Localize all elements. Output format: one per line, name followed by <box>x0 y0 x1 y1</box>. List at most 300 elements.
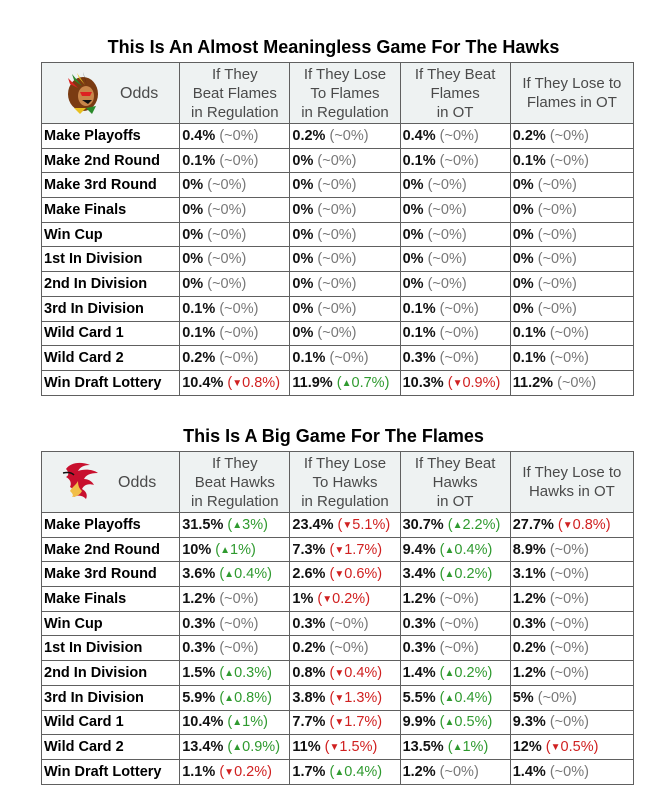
odds-value: 0% <box>402 201 424 218</box>
odds-cell <box>180 173 290 198</box>
column-header-line: Hawks <box>432 473 478 491</box>
odds-change-value: 1.5% <box>339 739 373 756</box>
odds-change: (~0%) <box>439 763 479 780</box>
odds-change-value: ~0% <box>432 177 462 194</box>
row-label: 3rd In Division <box>42 685 180 710</box>
odds-change: (~0%) <box>549 566 589 583</box>
column-header-line: in OT <box>436 492 474 510</box>
odds-value: 0% <box>292 275 314 292</box>
odds-value: 0% <box>182 201 204 218</box>
odds-cell <box>400 710 510 735</box>
row-label: Win Cup <box>42 611 180 636</box>
odds-change-value: ~0% <box>212 226 242 243</box>
triangle-up-icon: ▲ <box>444 544 455 556</box>
triangle-up-icon: ▲ <box>334 766 345 778</box>
odds-change-value: ~0% <box>554 714 585 731</box>
odds-value: 0.2% <box>512 127 546 144</box>
triangle-down-icon: ▼ <box>334 544 345 556</box>
odds-value: 0.4% <box>182 127 216 144</box>
odds-value: 10.4% <box>182 374 224 391</box>
odds-cell <box>180 513 290 538</box>
table-row <box>42 321 634 346</box>
odds-value: 3.8% <box>292 689 326 706</box>
odds-change-value: 0.5% <box>560 739 594 756</box>
row-label: Win Cup <box>42 222 180 247</box>
column-header-line: Beat Flames <box>192 84 277 102</box>
odds-change-value: ~0% <box>542 251 573 268</box>
odds-change-value: ~0% <box>554 350 585 367</box>
odds-value: 5% <box>512 689 534 706</box>
flames-odds-table <box>41 451 634 785</box>
column-header-line: If They Beat <box>414 454 496 472</box>
odds-cell <box>180 537 290 562</box>
odds-cell <box>400 661 510 686</box>
odds-change-value: 0.4% <box>454 689 488 706</box>
odds-change: (~0%) <box>207 275 247 292</box>
column-header <box>180 452 290 513</box>
odds-value: 0% <box>512 226 534 243</box>
odds-cell <box>400 173 510 198</box>
odds-cell <box>510 611 633 636</box>
triangle-down-icon: ▼ <box>342 519 353 531</box>
row-label: Make 3rd Round <box>42 173 180 198</box>
triangle-down-icon: ▼ <box>329 742 340 754</box>
table-row <box>42 636 634 661</box>
odds-change: (~0%) <box>537 689 577 706</box>
odds-cell <box>180 587 290 612</box>
blackhawks-logo-icon <box>60 70 106 116</box>
odds-change-value: 1% <box>462 739 484 756</box>
odds-value: 0.3% <box>292 615 326 632</box>
odds-change: (~0%) <box>329 350 369 367</box>
odds-cell <box>510 124 633 149</box>
odds-change-value: ~0% <box>224 300 254 317</box>
odds-cell <box>180 710 290 735</box>
odds-value: 23.4% <box>292 516 334 533</box>
triangle-down-icon: ▼ <box>334 717 345 729</box>
odds-cell <box>290 636 400 661</box>
odds-change-value: ~0% <box>322 152 352 169</box>
odds-change: (~0%) <box>439 127 479 144</box>
odds-cell <box>400 611 510 636</box>
odds-value: 0% <box>292 226 314 243</box>
column-header <box>290 63 400 124</box>
odds-value: 0% <box>182 226 204 243</box>
odds-cell <box>510 272 633 297</box>
odds-change-value: ~0% <box>554 615 585 632</box>
odds-change-value: ~0% <box>334 640 364 657</box>
odds-change-value: ~0% <box>444 763 474 780</box>
odds-value: 0.1% <box>512 152 546 169</box>
column-header-line: Hawks in OT <box>528 483 615 500</box>
odds-cell <box>510 296 633 321</box>
odds-change: (▼0.9%) <box>447 374 501 391</box>
odds-value: 0% <box>292 177 314 194</box>
odds-change: (~0%) <box>207 177 247 194</box>
triangle-up-icon: ▲ <box>452 742 463 754</box>
odds-cell <box>400 247 510 272</box>
triangle-down-icon: ▼ <box>334 692 345 704</box>
odds-cell <box>290 296 400 321</box>
odds-value: 0.1% <box>182 325 216 342</box>
odds-cell <box>510 759 633 784</box>
odds-change-value: 1.7% <box>344 541 378 558</box>
odds-change: (~0%) <box>207 226 247 243</box>
odds-change: (~0%) <box>439 350 479 367</box>
odds-change: (▲0.2%) <box>439 664 493 681</box>
odds-cell <box>510 247 633 272</box>
flames-section <box>0 425 667 795</box>
odds-change-value: ~0% <box>322 177 352 194</box>
odds-change-value: ~0% <box>542 689 573 706</box>
odds-change-value: ~0% <box>322 226 352 243</box>
odds-cell <box>400 636 510 661</box>
odds-cell <box>510 661 633 686</box>
row-label: 2nd In Division <box>42 272 180 297</box>
odds-value: 0% <box>512 177 534 194</box>
odds-change: (▼5.1%) <box>337 516 391 533</box>
odds-change: (~0%) <box>427 201 467 218</box>
triangle-down-icon: ▼ <box>334 569 345 581</box>
odds-change: (~0%) <box>219 300 259 317</box>
odds-change-value: ~0% <box>554 590 585 607</box>
odds-corner <box>42 63 180 124</box>
odds-value: 1.4% <box>512 763 546 780</box>
table-row <box>42 611 634 636</box>
odds-change-value: ~0% <box>542 275 573 292</box>
flames-table-body <box>42 513 634 785</box>
odds-value: 1.7% <box>292 763 326 780</box>
odds-cell <box>400 735 510 760</box>
odds-value: 1.5% <box>182 664 216 681</box>
odds-change: (~0%) <box>549 590 589 607</box>
odds-cell <box>400 222 510 247</box>
odds-change: (▼1.7%) <box>329 714 383 731</box>
triangle-down-icon: ▼ <box>562 519 573 531</box>
odds-change-value: 0.3% <box>234 664 268 681</box>
odds-change-value: ~0% <box>542 226 573 243</box>
odds-change-value: ~0% <box>322 251 352 268</box>
odds-change-value: 0.8% <box>234 689 268 706</box>
triangle-down-icon: ▼ <box>334 667 345 679</box>
odds-change-value: ~0% <box>212 275 242 292</box>
odds-value: 27.7% <box>512 516 554 533</box>
odds-change: (~0%) <box>219 615 259 632</box>
odds-change: (~0%) <box>537 177 577 194</box>
column-header-line: in Regulation <box>301 103 389 121</box>
column-header <box>510 452 633 513</box>
odds-change-value: 2.2% <box>462 516 496 533</box>
odds-change-value: ~0% <box>212 177 242 194</box>
triangle-up-icon: ▲ <box>224 692 235 704</box>
odds-cell <box>400 272 510 297</box>
odds-change-value: ~0% <box>554 325 585 342</box>
odds-value: 0% <box>292 152 314 169</box>
odds-change-value: ~0% <box>554 127 585 144</box>
row-label: 3rd In Division <box>42 296 180 321</box>
odds-value: 0% <box>512 251 534 268</box>
odds-value: 0.3% <box>402 640 436 657</box>
odds-change-value: 0.8% <box>242 374 276 391</box>
odds-change: (~0%) <box>439 640 479 657</box>
odds-change: (~0%) <box>219 127 259 144</box>
odds-change: (~0%) <box>329 640 369 657</box>
odds-change-value: ~0% <box>542 300 573 317</box>
triangle-up-icon: ▲ <box>452 519 463 531</box>
row-label: Wild Card 1 <box>42 710 180 735</box>
odds-value: 0.3% <box>182 640 216 657</box>
odds-change: (~0%) <box>207 251 247 268</box>
odds-value: 13.5% <box>402 739 444 756</box>
odds-change: (▲0.3%) <box>219 664 272 681</box>
odds-change-value: 0.4% <box>344 763 378 780</box>
odds-change-value: ~0% <box>432 275 462 292</box>
column-header-line: If They Lose <box>303 65 387 83</box>
odds-change-value: 1.7% <box>344 714 378 731</box>
odds-value: 0% <box>292 325 314 342</box>
odds-change: (~0%) <box>549 152 589 169</box>
odds-value: 0% <box>182 251 204 268</box>
odds-value: 1.2% <box>512 590 546 607</box>
odds-value: 0.3% <box>182 615 216 632</box>
odds-value: 3.4% <box>402 566 436 583</box>
odds-change: (▲1%) <box>215 541 256 558</box>
row-label: Make Finals <box>42 198 180 223</box>
hawks-section <box>0 36 667 406</box>
odds-change-value: 5.1% <box>352 516 386 533</box>
row-label: Make 3rd Round <box>42 562 180 587</box>
odds-change-value: ~0% <box>444 350 474 367</box>
odds-cell <box>290 346 400 371</box>
odds-change: (▼0.4%) <box>329 664 383 681</box>
odds-change: (▼0.6%) <box>329 566 383 583</box>
table-row <box>42 173 634 198</box>
odds-cell <box>290 587 400 612</box>
column-header-line: To Hawks <box>312 473 378 491</box>
odds-change-value: ~0% <box>444 590 474 607</box>
odds-value: 0.2% <box>292 127 326 144</box>
odds-change: (▲1%) <box>227 714 268 731</box>
table-row <box>42 513 634 538</box>
flames-section-title: This Is A Big Game For The Flames <box>183 426 484 446</box>
odds-change-value: ~0% <box>554 152 585 169</box>
odds-cell <box>180 562 290 587</box>
odds-value: 10% <box>182 541 212 558</box>
triangle-up-icon: ▲ <box>444 717 455 729</box>
odds-change-value: ~0% <box>224 615 254 632</box>
odds-change: (~0%) <box>317 251 357 268</box>
hawks-odds-table <box>41 62 634 396</box>
odds-cell <box>510 346 633 371</box>
triangle-up-icon: ▲ <box>232 742 243 754</box>
odds-value: 0.1% <box>512 325 546 342</box>
odds-change: (~0%) <box>557 374 597 391</box>
odds-change: (~0%) <box>439 325 479 342</box>
odds-change-value: ~0% <box>542 177 573 194</box>
odds-change: (▼0.2%) <box>219 763 272 780</box>
table-row <box>42 562 634 587</box>
odds-change-value: ~0% <box>554 763 585 780</box>
odds-cell <box>510 587 633 612</box>
odds-change-value: ~0% <box>554 640 585 657</box>
table-row <box>42 759 634 784</box>
odds-change: (~0%) <box>537 201 577 218</box>
odds-change: (~0%) <box>537 275 577 292</box>
odds-cell <box>180 370 290 395</box>
odds-label: Odds <box>118 473 157 491</box>
table-row <box>42 222 634 247</box>
odds-value: 12% <box>512 739 542 756</box>
odds-value: 11.9% <box>292 374 333 391</box>
odds-cell <box>400 562 510 587</box>
odds-change: (~0%) <box>317 152 357 169</box>
odds-cell <box>290 611 400 636</box>
odds-change: (▲0.5%) <box>439 714 493 731</box>
odds-change: (▲0.4%) <box>219 566 272 583</box>
odds-value: 1.2% <box>402 763 436 780</box>
odds-cell <box>180 636 290 661</box>
odds-change: (▲3%) <box>227 516 268 533</box>
odds-value: 0% <box>402 275 424 292</box>
odds-value: 0.2% <box>182 350 216 367</box>
odds-cell <box>510 370 633 395</box>
odds-cell <box>510 636 633 661</box>
odds-change: (~0%) <box>329 615 369 632</box>
triangle-up-icon: ▲ <box>232 519 243 531</box>
triangle-up-icon: ▲ <box>444 569 455 581</box>
column-header-line: If They <box>212 454 258 472</box>
odds-value: 7.3% <box>292 541 326 558</box>
triangle-down-icon: ▼ <box>550 742 561 754</box>
odds-cell <box>290 321 400 346</box>
odds-change: (~0%) <box>549 664 589 681</box>
odds-value: 1.2% <box>512 664 546 681</box>
odds-value: 0% <box>512 275 534 292</box>
odds-cell <box>180 759 290 784</box>
odds-change: (~0%) <box>439 152 479 169</box>
odds-value: 0% <box>292 201 314 218</box>
odds-change-value: ~0% <box>561 374 592 391</box>
odds-change-value: 0.9% <box>242 739 276 756</box>
odds-value: 0.2% <box>292 640 326 657</box>
odds-cell <box>400 124 510 149</box>
odds-value: 0.1% <box>292 350 326 367</box>
column-header-line: If They Lose to <box>522 75 622 92</box>
odds-change: (▲0.7%) <box>336 374 390 391</box>
odds-change: (~0%) <box>219 590 259 607</box>
odds-change: (~0%) <box>427 177 467 194</box>
odds-change: (~0%) <box>207 201 247 218</box>
odds-change: (~0%) <box>219 152 259 169</box>
hawks-section-title: This Is An Almost Meaningless Game For The Hawks <box>107 37 560 57</box>
odds-cell <box>510 222 633 247</box>
triangle-up-icon: ▲ <box>444 692 455 704</box>
odds-cell <box>400 537 510 562</box>
odds-cell <box>400 321 510 346</box>
odds-change: (▲0.4%) <box>439 689 493 706</box>
odds-value: 30.7% <box>402 516 444 533</box>
row-label: 1st In Division <box>42 636 180 661</box>
odds-cell <box>510 321 633 346</box>
odds-cell <box>400 370 510 395</box>
odds-value: 5.9% <box>182 689 216 706</box>
odds-cell <box>290 247 400 272</box>
odds-cell <box>180 321 290 346</box>
row-label: 1st In Division <box>42 247 180 272</box>
column-header-line: If They Beat <box>414 65 496 83</box>
odds-value: 2.6% <box>292 566 326 583</box>
table-row <box>42 370 634 395</box>
odds-change-value: ~0% <box>444 615 474 632</box>
odds-change-value: 1.3% <box>344 689 378 706</box>
table-row <box>42 198 634 223</box>
odds-value: 9.3% <box>512 714 546 731</box>
odds-cell <box>510 173 633 198</box>
odds-cell <box>180 346 290 371</box>
odds-cell <box>290 562 400 587</box>
odds-change-value: 0.2% <box>454 664 488 681</box>
odds-corner <box>42 452 180 513</box>
odds-value: 0% <box>402 251 424 268</box>
odds-value: 13.4% <box>182 739 224 756</box>
odds-change: (▼0.8%) <box>557 516 611 533</box>
odds-change-value: 0.8% <box>572 516 606 533</box>
odds-cell <box>510 685 633 710</box>
table-row <box>42 537 634 562</box>
odds-value: 1% <box>292 590 314 607</box>
odds-cell <box>180 222 290 247</box>
odds-change: (~0%) <box>537 300 577 317</box>
odds-cell <box>510 513 633 538</box>
odds-change-value: 0.4% <box>454 541 488 558</box>
odds-change: (▲0.8%) <box>219 689 272 706</box>
triangle-up-icon: ▲ <box>224 569 235 581</box>
odds-value: 0% <box>182 177 204 194</box>
odds-value: 0.4% <box>402 127 436 144</box>
triangle-up-icon: ▲ <box>444 667 455 679</box>
odds-cell <box>290 222 400 247</box>
odds-change: (~0%) <box>329 127 369 144</box>
odds-cell <box>400 296 510 321</box>
odds-value: 1.1% <box>182 763 216 780</box>
odds-change-value: ~0% <box>444 300 474 317</box>
odds-value: 0% <box>512 201 534 218</box>
odds-cell <box>400 685 510 710</box>
odds-change-value: ~0% <box>224 590 254 607</box>
odds-change-value: ~0% <box>542 201 573 218</box>
odds-cell <box>290 173 400 198</box>
table-row <box>42 735 634 760</box>
odds-change-value: ~0% <box>322 300 352 317</box>
odds-change-value: ~0% <box>322 325 352 342</box>
odds-cell <box>510 562 633 587</box>
odds-change-value: ~0% <box>554 566 585 583</box>
odds-change: (▲0.4%) <box>329 763 383 780</box>
odds-change: (▼0.2%) <box>317 590 371 607</box>
odds-cell <box>290 759 400 784</box>
odds-cell <box>180 296 290 321</box>
odds-cell <box>290 272 400 297</box>
column-header-line: in OT <box>436 103 474 121</box>
odds-change: (~0%) <box>439 590 479 607</box>
odds-change-value: ~0% <box>432 251 462 268</box>
odds-change-value: 0.2% <box>332 590 366 607</box>
column-header <box>400 452 510 513</box>
odds-change-value: ~0% <box>444 325 474 342</box>
odds-value: 0.3% <box>512 615 546 632</box>
flames-logo-icon <box>60 461 104 503</box>
odds-change-value: 0.4% <box>344 664 378 681</box>
